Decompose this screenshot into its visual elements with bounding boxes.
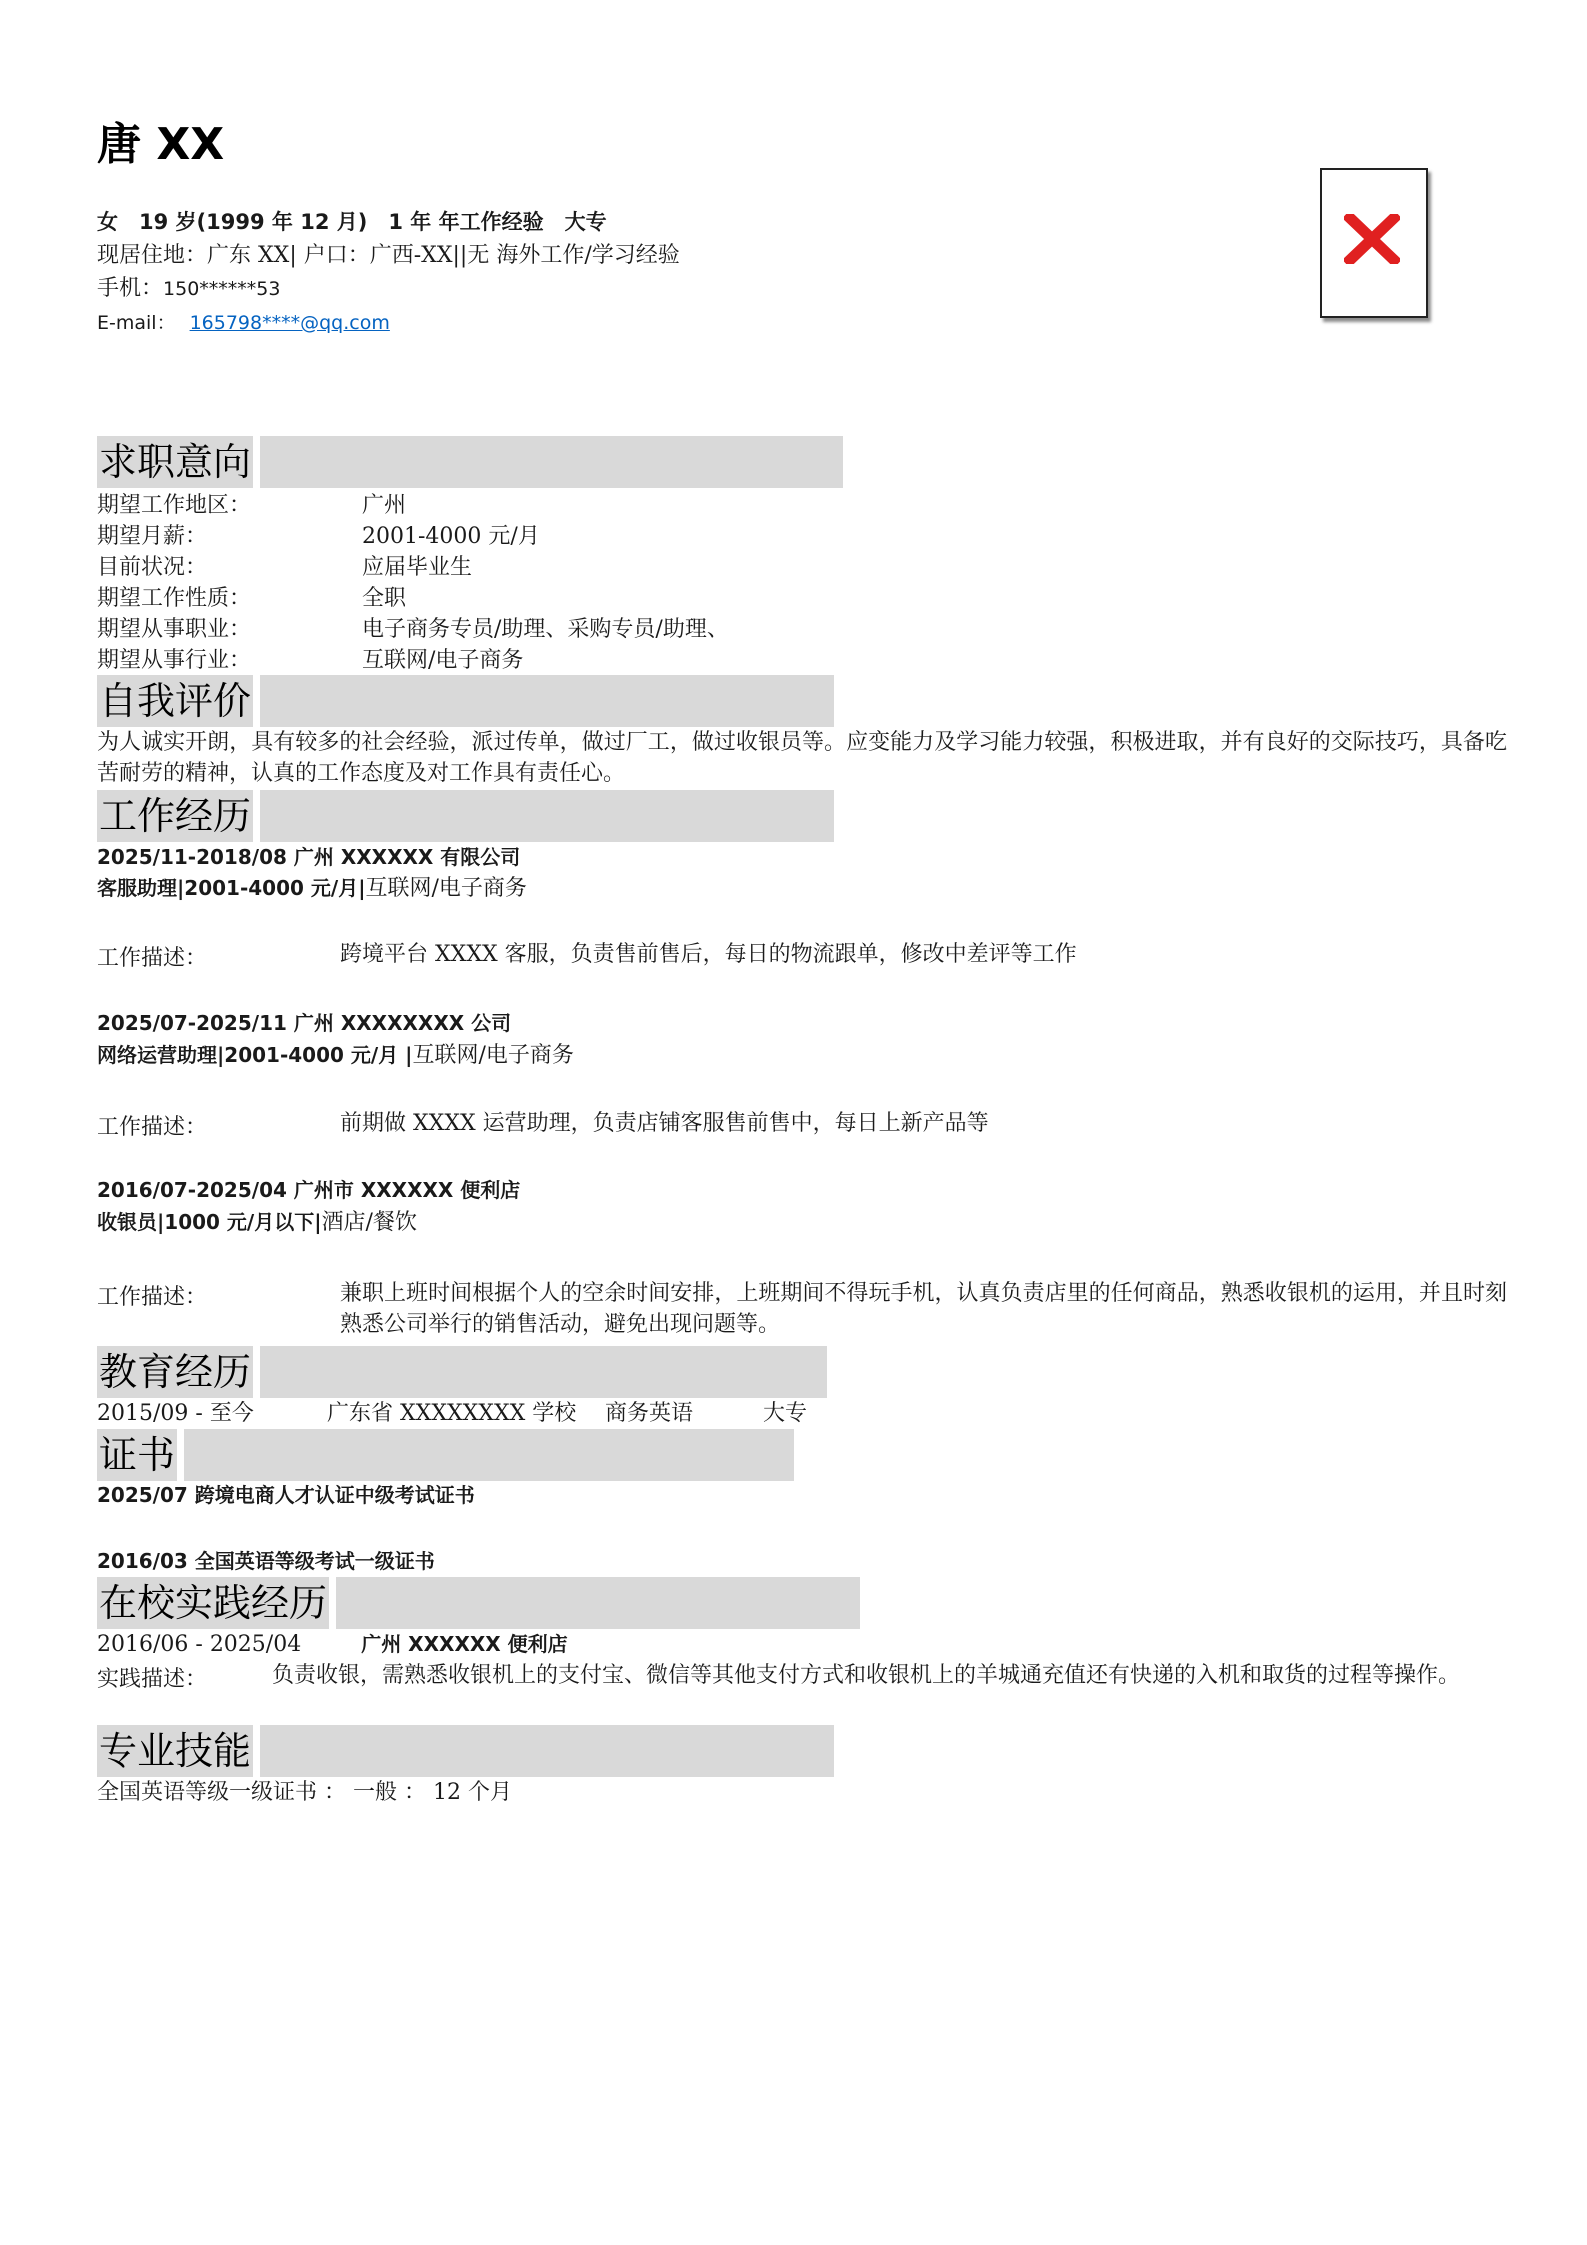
email-link[interactable]: 165798****@qq.com xyxy=(189,312,390,334)
section-bar xyxy=(260,675,834,727)
work-period-company: 2025/07-2025/11 广州 XXXXXXXX 公司 xyxy=(97,1011,512,1035)
skill-item: 全国英语等级一级证书 ： 一般 ： 12 个月 xyxy=(97,1780,512,1805)
practice-description: 负责收银，需熟悉收银机上的支付宝、微信等其他支付方式和收银机上的羊城通充值还有快递的入机和取货的过程等操作。 xyxy=(272,1663,1461,1688)
section-title: 专业技能 xyxy=(97,1725,253,1777)
education-degree: 大专 xyxy=(763,1401,808,1426)
education-school: 广东省 XXXXXXXX 学校 xyxy=(327,1401,577,1426)
work-description: 前期做 XXXX 运营助理，负责店铺客服售前售中，每日上新产品等 xyxy=(340,1111,989,1136)
section-bar xyxy=(336,1577,860,1629)
section-job-intent xyxy=(97,436,843,488)
section-title: 工作经历 xyxy=(97,790,253,842)
section-bar xyxy=(260,1725,834,1777)
section-bar xyxy=(260,790,834,842)
candidate-name: 唐 XX xyxy=(97,119,225,170)
personal-info xyxy=(97,206,680,340)
practice-desc-label: 实践描述： xyxy=(97,1667,208,1692)
practice-period: 2016/06 - 2025/04 xyxy=(97,1632,302,1657)
section-self-evaluation xyxy=(97,675,834,727)
work-description: 兼职上班时间根据个人的空余时间安排，上班期间不得玩手机，认真负责店里的任何商品，熟悉收银机的运用，并且时刻熟悉公司举行的销售活动，避免出现问题等。 xyxy=(340,1281,1507,1337)
section-bar xyxy=(260,1346,827,1398)
section-school-practice xyxy=(97,1577,860,1629)
residence-line: 现居住地：广东 XX| 户口：广西-XX||无 海外工作/学习经验 xyxy=(97,243,680,268)
section-title: 自我评价 xyxy=(97,675,253,727)
practice-header xyxy=(97,1629,568,1660)
broken-image-icon xyxy=(1344,214,1400,264)
profile-photo xyxy=(1320,168,1428,318)
section-education xyxy=(97,1346,827,1398)
email-line: E-mail： 165798****@qq.com xyxy=(97,312,390,334)
section-skills xyxy=(97,1725,834,1777)
self-evaluation-text: 为人诚实开朗，具有较多的社会经验，派过传单，做过厂工，做过收银员等。应变能力及学习能力较强，积极进取，并有良好的交际技巧，具备吃苦耐劳的精神，认真的工作态度及对工作具有责任心。 xyxy=(97,730,1507,786)
phone-line: 手机：150******53 xyxy=(97,276,281,301)
section-title: 在校实践经历 xyxy=(97,1577,329,1629)
section-bar xyxy=(184,1429,794,1481)
section-title: 求职意向 xyxy=(97,436,253,488)
section-certificates xyxy=(97,1429,794,1481)
work-desc-label: 工作描述： xyxy=(97,1115,208,1140)
basic-info-line: 女 19 岁(1999 年 12 月) 1 年 年工作经验 大专 xyxy=(97,210,607,234)
certificate-item: 2025/07 跨境电商人才认证中级考试证书 xyxy=(97,1483,475,1507)
work-desc-label: 工作描述： xyxy=(97,1285,208,1310)
section-title: 证书 xyxy=(97,1429,177,1481)
work-desc-label: 工作描述： xyxy=(97,946,208,971)
work-period-company: 2016/07-2025/04 广州市 XXXXXX 便利店 xyxy=(97,1178,521,1202)
section-work-experience xyxy=(97,790,834,842)
section-title: 教育经历 xyxy=(97,1346,253,1398)
work-role-line: 网络运营助理|2001-4000 元/月 |互联网/电子商务 xyxy=(97,1043,574,1068)
education-major: 商务英语 xyxy=(605,1401,694,1426)
certificate-item: 2016/03 全国英语等级考试一级证书 xyxy=(97,1549,435,1573)
education-row xyxy=(97,1398,997,1429)
section-bar xyxy=(260,436,843,488)
work-role-line: 收银员|1000 元/月以下|酒店/餐饮 xyxy=(97,1210,417,1235)
education-period: 2015/09 - 至今 xyxy=(97,1401,254,1426)
work-description: 跨境平台 XXXX 客服，负责售前售后，每日的物流跟单，修改中差评等工作 xyxy=(340,942,1077,967)
work-role-line: 客服助理|2001-4000 元/月|互联网/电子商务 xyxy=(97,876,527,901)
practice-company: 广州 XXXXXX 便利店 xyxy=(361,1632,568,1656)
work-period-company: 2025/11-2018/08 广州 XXXXXX 有限公司 xyxy=(97,845,521,869)
